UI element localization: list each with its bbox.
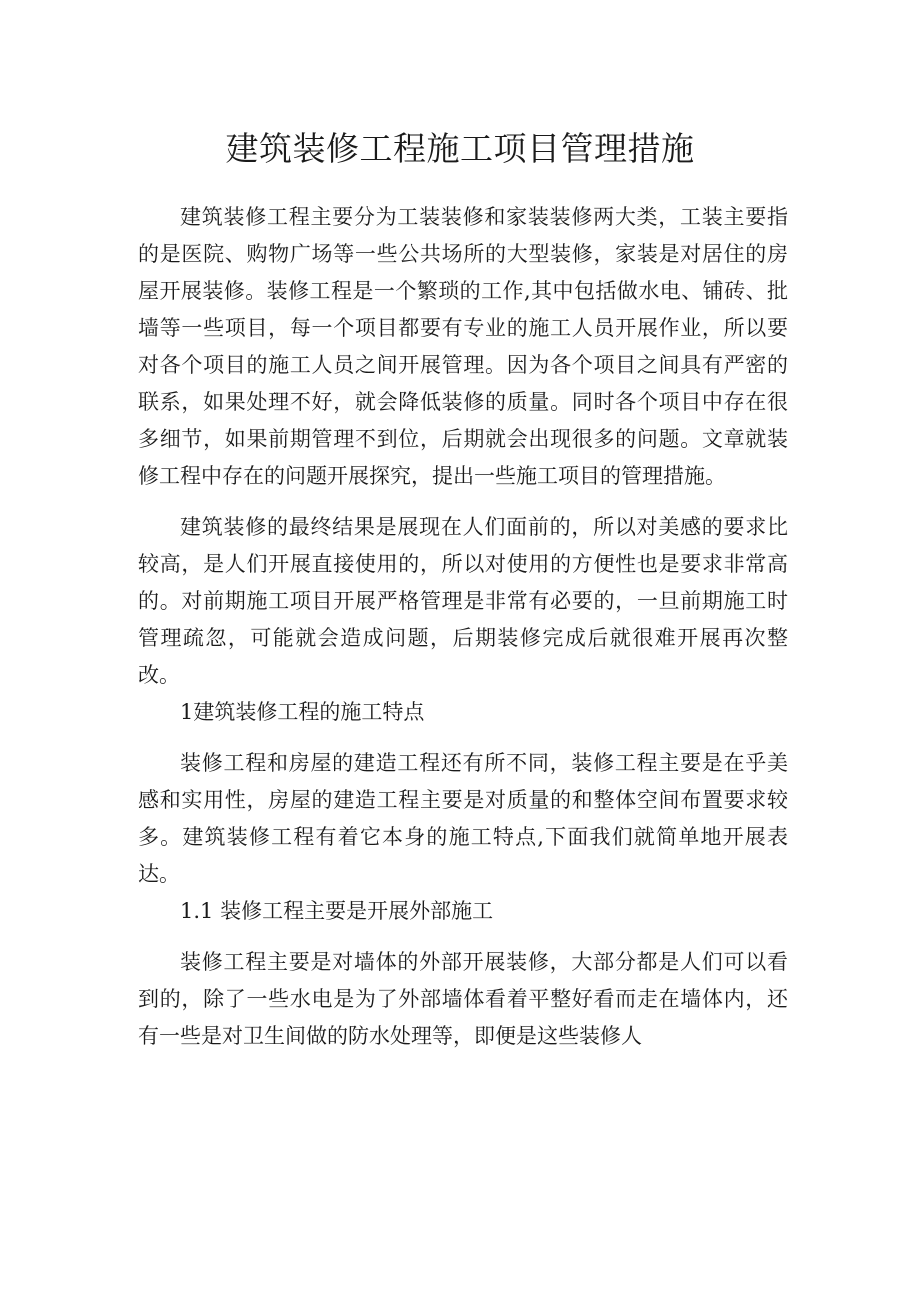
intro-paragraph-1: 建筑装修工程主要分为工装装修和家装装修两大类，工装主要指的是医院、购物广场等一些公共场所的大型装修，家装是对居住的房屋开展装修。装修工程是一个繁琐的工作,其中包括做水电、铺砖、批墙等一些项目，每一个项目都要有专业的施工人员开展作业，所以要对各个项目的施工人员之间开展管理。因为各个项目之间具有严密的联系，如果处理不好，就会降低装修的质量。同时各个项目中存在很多细节，如果前期管理不到位，后期就会出现很多的问题。文章就装修工程中存在的问题开展探究，提出一些施工项目的管理措施。 bbox=[138, 205, 788, 488]
section-1-paragraph: 装修工程和房屋的建造工程还有所不同，装修工程主要是在乎美感和实用性，房屋的建造工程主要是对质量的和整体空间布置要求较多。建筑装修工程有着它本身的施工特点,下面我们就简单地开展表达。 bbox=[138, 751, 788, 886]
document-title: 建筑装修工程施工项目管理措施 bbox=[225, 129, 695, 168]
document-body bbox=[138, 199, 788, 1055]
section-1-1-heading: 1.1 装修工程主要是开展外部施工 bbox=[180, 899, 494, 923]
intro-paragraph-2: 建筑装修的最终结果是展现在人们面前的，所以对美感的要求比较高，是人们开展直接使用的，所以对使用的方便性也是要求非常高的。对前期施工项目开展严格管理是非常有必要的，一旦前期施工时管理疏忽，可能就会造成问题，后期装修完成后就很难开展再次整改。 bbox=[138, 515, 788, 687]
section-1-1-paragraph: 装修工程主要是对墙体的外部开展装修，大部分都是人们可以看到的，除了一些水电是为了外部墙体看着平整好看而走在墙体内，还有一些是对卫生间做的防水处理等，即便是这些装修人 bbox=[138, 950, 788, 1048]
section-1-heading: 1建筑装修工程的施工特点 bbox=[180, 700, 425, 724]
